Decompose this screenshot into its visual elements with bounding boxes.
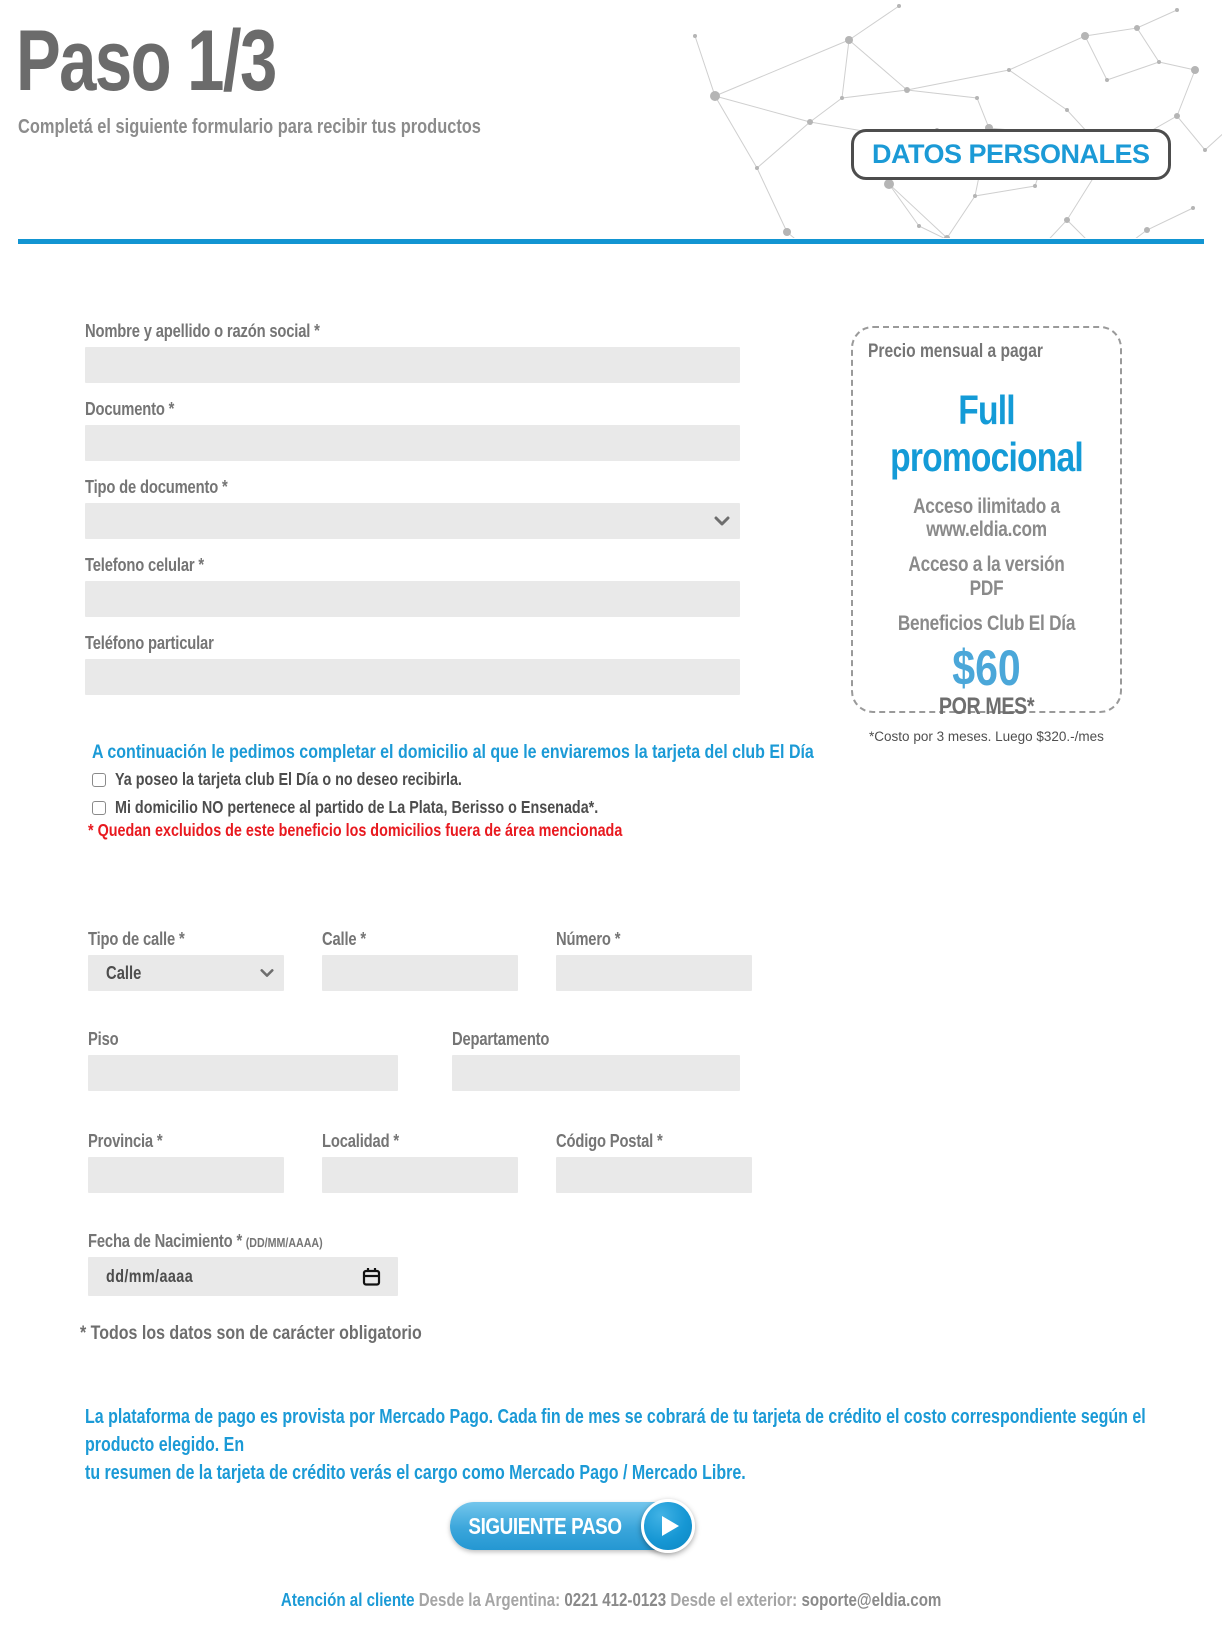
price-footnote: *Costo por 3 meses. Luego $320.-/mes (869, 729, 1104, 744)
section-badge (851, 129, 1171, 180)
section-badge-label: DATOS PERSONALES (872, 139, 1150, 169)
field-group-celular (85, 555, 740, 617)
calendar-icon[interactable] (361, 1266, 382, 1287)
field-group-departamento (452, 1029, 740, 1091)
tipo-calle-label: Tipo de calle * (88, 929, 185, 949)
piso-label: Piso (88, 1029, 119, 1049)
tarjeta-checkbox[interactable] (92, 773, 106, 787)
localidad-label: Localidad * (322, 1131, 399, 1151)
benefit-2: Acceso a la versión PDF (908, 553, 1065, 600)
plan-name-line2: promocional (890, 434, 1083, 481)
field-group-localidad (322, 1131, 518, 1193)
required-fields-note-text: * Todos los datos son de carácter obligatorio (80, 1322, 422, 1344)
codigo-postal-input[interactable] (556, 1157, 752, 1193)
provincia-label: Provincia * (88, 1131, 163, 1151)
nombre-input[interactable] (85, 347, 740, 383)
numero-input[interactable] (556, 955, 752, 991)
footer-attention-label: Atención al cliente (280, 1590, 415, 1610)
field-group-fecha-nacimiento (88, 1231, 398, 1296)
field-group-piso (88, 1029, 398, 1091)
field-group-calle (322, 929, 518, 991)
field-group-tipo-documento (85, 477, 740, 539)
field-group-codigo-postal (556, 1131, 752, 1193)
departamento-input[interactable] (452, 1055, 740, 1091)
chevron-down-icon (260, 969, 274, 978)
documento-input[interactable] (85, 425, 740, 461)
field-group-particular (85, 633, 740, 695)
page-title: Paso 1/3 (16, 13, 276, 109)
siguiente-paso-label: SIGUIENTE PASO (468, 1512, 622, 1539)
page-subtitle-text: Completá el siguiente formulario para recibir tus productos (18, 116, 481, 138)
numero-label: Número * (556, 929, 621, 949)
network-decoration (637, 0, 1222, 238)
celular-input[interactable] (85, 581, 740, 617)
benefit-3: Beneficios Club El Día (897, 611, 1076, 635)
field-group-nombre (85, 321, 740, 383)
play-triangle (662, 1516, 679, 1536)
piso-input[interactable] (88, 1055, 398, 1091)
calle-input[interactable] (322, 955, 518, 991)
footer-email[interactable]: soporte@eldia.com (801, 1590, 942, 1610)
celular-label: Telefono celular * (85, 555, 204, 575)
fecha-nacimiento-label: Fecha de Nacimiento * (88, 1231, 243, 1251)
tipo-documento-select[interactable] (85, 503, 740, 539)
payment-note-line1: La plataforma de pago es provista por Mercado Pago. Cada fin de mes se cobrará de tu tarjeta de crédito el costo correspondiente según el producto elegido. En (85, 1406, 1146, 1456)
domicilio-checkbox[interactable] (92, 801, 106, 815)
address-section-heading-text: A continuación le pedimos completar el domicilio al que le enviaremos la tarjeta del club El Día (92, 741, 814, 763)
provincia-input[interactable] (88, 1157, 284, 1193)
calle-label: Calle * (322, 929, 366, 949)
required-fields-note (80, 1322, 497, 1345)
field-group-numero (556, 929, 752, 991)
footer-line (281, 1590, 941, 1611)
fecha-nacimiento-label-row (88, 1231, 323, 1252)
tipo-documento-label: Tipo de documento * (85, 477, 228, 497)
page-subtitle (18, 116, 583, 139)
plan-name-line1: Full (958, 387, 1015, 433)
address-section-heading (92, 741, 972, 764)
nombre-label: Nombre y apellido o razón social * (85, 321, 320, 341)
domicilio-checkbox-label: Mi domicilio NO pertenece al partido de La Plata, Berisso o Ensenada*. (115, 797, 599, 817)
checkbox-row-tarjeta (92, 769, 538, 790)
footer-from-argentina-label: Desde la Argentina: (418, 1590, 561, 1610)
exclusion-warning-text: * Quedan excluidos de este beneficio los domicilios fuera de área mencionada (88, 820, 623, 840)
fecha-nacimiento-format-hint: (DD/MM/AAAA) (245, 1235, 323, 1250)
exclusion-warning (88, 820, 740, 841)
price-period: POR MES* (938, 692, 1035, 720)
price-panel (851, 326, 1122, 720)
fecha-nacimiento-input[interactable] (88, 1257, 398, 1296)
field-group-tipo-calle (88, 929, 284, 991)
tarjeta-checkbox-label: Ya poseo la tarjeta club El Día o no deseo recibirla. (115, 769, 462, 789)
benefit-1-line1: Acceso ilimitado a (913, 495, 1060, 519)
checkbox-row-domicilio (92, 797, 704, 818)
price-amount: $60 (952, 639, 1021, 696)
particular-label: Teléfono particular (85, 633, 214, 653)
siguiente-paso-button[interactable] (450, 1502, 688, 1550)
fecha-nacimiento-placeholder: dd/mm/aaaa (106, 1266, 194, 1286)
footer (0, 1590, 1222, 1611)
chevron-down-icon (714, 516, 730, 526)
departamento-label: Departamento (452, 1029, 550, 1049)
tipo-calle-select[interactable] (88, 955, 284, 991)
documento-label: Documento * (85, 399, 175, 419)
localidad-input[interactable] (322, 1157, 518, 1193)
field-group-provincia (88, 1131, 284, 1193)
footer-phone: 0221 412-0123 (564, 1590, 666, 1610)
payment-note (85, 1403, 1151, 1487)
payment-note-line2: tu resumen de la tarjeta de crédito verás el cargo como Mercado Pago / Mercado Libre. (85, 1462, 746, 1484)
field-group-documento (85, 399, 740, 461)
footer-from-exterior-label: Desde el exterior: (670, 1590, 798, 1610)
tipo-calle-value: Calle (106, 962, 142, 983)
codigo-postal-label: Código Postal * (556, 1131, 663, 1151)
benefit-1-line2: www.eldia.com (926, 518, 1047, 542)
play-icon[interactable] (641, 1499, 695, 1553)
price-panel-title: Precio mensual a pagar (868, 341, 1043, 362)
header-divider (18, 239, 1204, 244)
particular-input[interactable] (85, 659, 740, 695)
